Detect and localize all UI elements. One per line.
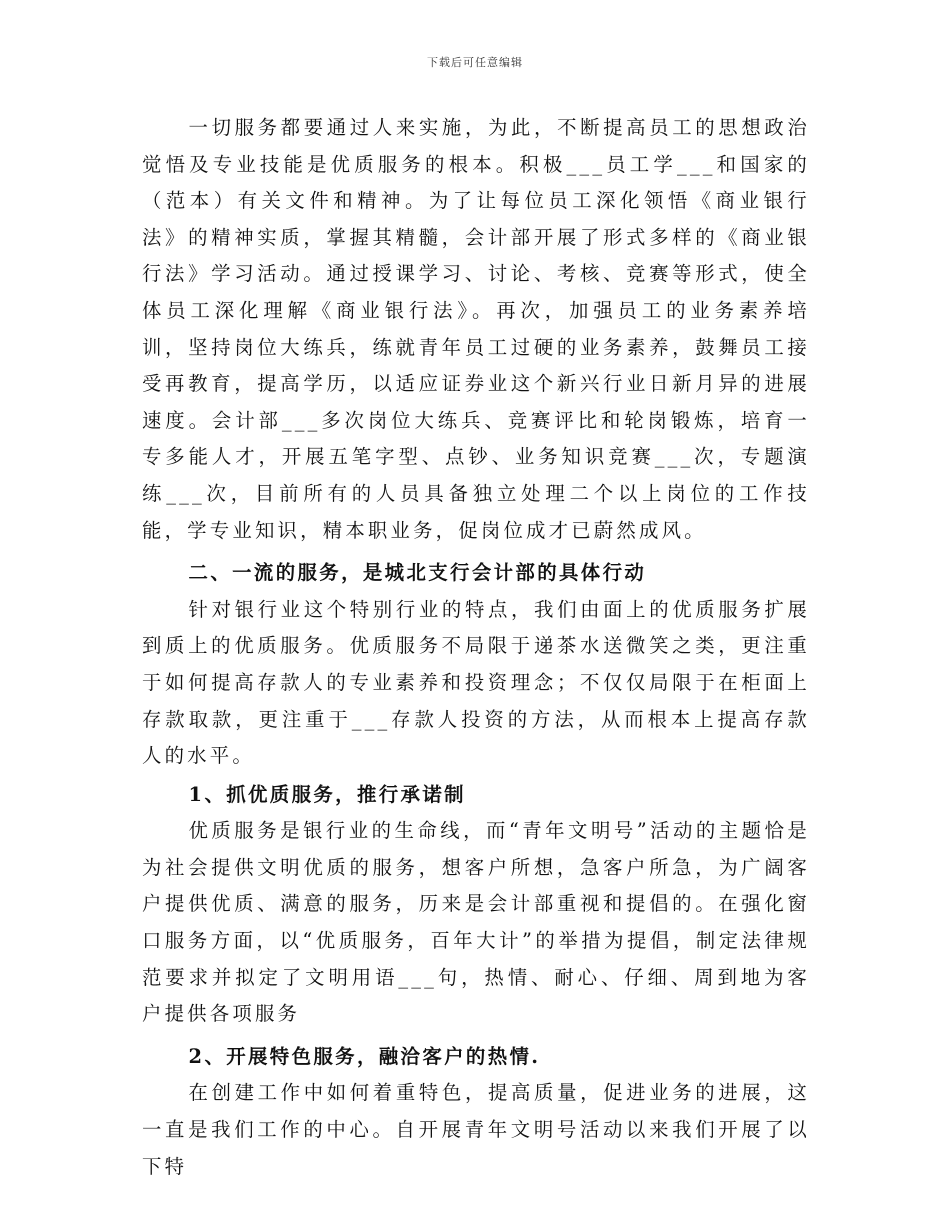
- header-note: 下载后可任意编辑: [427, 56, 523, 69]
- paragraph-featured-service: 在创建工作中如何着重特色，提高质量，促进业务的进展，这一直是我们工作的中心。自开展青年文明号活动以来我们开展了以下特: [142, 1081, 810, 1178]
- paragraph-staff-training: 一切服务都要通过人来实施，为此，不断提高员工的思想政治觉悟及专业技能是优质服务的根本。积极___员工学___和国家的（范本）有关文件和精神。为了让每位员工深化领悟《商业银行法》的精神实质，掌握其精髓，会计部开展了形式多样的《商业银行法》学习活动。通过授课学习、讨论、考核、竞赛等形式，使全体员工深化理解《商业银行法》。再次，加强员工的业务素养培训，坚持岗位大练兵，练就青年员工过硬的业务素养，鼓舞员工接受再教育，提高学历，以适应证券业这个新兴行业日新月异的进展速度。会计部___多次岗位大练兵、竞赛评比和轮岗锻炼，培育一专多能人才，开展五笔字型、点钞、业务知识竞赛___次，专题演练___次，目前所有的人员具备独立处理二个以上岗位的工作技能，学专业知识，精本职业务，促岗位成才已蔚然成风。: [142, 116, 810, 542]
- section-heading-first-class-service: 二、一流的服务，是城北支行会计部的具体行动: [188, 561, 647, 585]
- subheading-featured-service: 2、开展特色服务，融洽客户的热情.: [188, 1044, 541, 1068]
- paragraph-service-extension: 针对银行业这个特别行业的特点，我们由面上的优质服务扩展到质上的优质服务。优质服务不局限于递茶水送微笑之类，更注重于如何提高存款人的专业素养和投资理念；不仅仅局限于在柜面上存款取款，更注重于___存款人投资的方法，从而根本上提高存款人的水平。: [142, 597, 810, 768]
- subheading-commitment-system: 1、抓优质服务，推行承诺制: [188, 782, 466, 806]
- paragraph-quality-service: 优质服务是银行业的生命线，而“青年文明号”活动的主题恰是为社会提供文明优质的服务，想客户所想，急客户所急，为广阔客户提供优质、满意的服务，历来是会计部重视和提倡的。在强化窗口服务方面，以“优质服务，百年大计”的举措为提倡，制定法律规范要求并拟定了文明用语___句，热情、耐心、仔细、周到地为客户提供各项服务: [142, 819, 810, 1026]
- document-body: [142, 110, 810, 1185]
